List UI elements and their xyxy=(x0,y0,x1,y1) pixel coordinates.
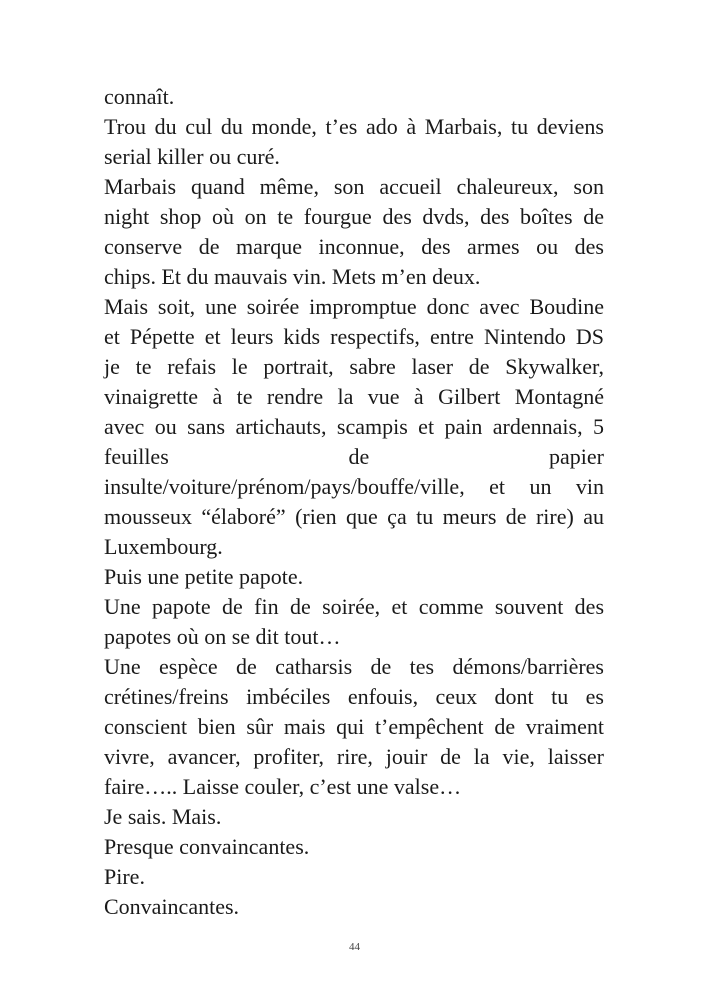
text-line: feuilles de papier xyxy=(104,444,604,469)
text-line: Trou du cul du monde, t’es ado à Marbais, tu deviens xyxy=(104,114,604,139)
text-line: faire….. Laisse couler, c’est une valse… xyxy=(104,774,462,799)
text-line: Convaincantes. xyxy=(104,894,240,919)
text-line: chips. Et du mauvais vin. Mets m’en deux. xyxy=(104,264,481,289)
text-line: crétines/freins imbéciles enfouis, ceux dont tu es xyxy=(104,684,604,709)
text-line: Une papote de fin de soirée, et comme souvent des xyxy=(104,594,604,619)
text-line: vinaigrette à te rendre la vue à Gilbert Montagné xyxy=(104,384,604,409)
text-line: connaît. xyxy=(104,84,175,109)
text-line: conscient bien sûr mais qui t’empêchent de vraiment xyxy=(104,714,604,739)
text-line: Marbais quand même, son accueil chaleureux, son xyxy=(104,174,604,199)
text-line: mousseux “élaboré” (rien que ça tu meurs de rire) au xyxy=(104,504,604,529)
text-line: Presque convaincantes. xyxy=(104,834,310,859)
text-line: Puis une petite papote. xyxy=(104,564,304,589)
text-line: papotes où on se dit tout… xyxy=(104,624,341,649)
text-line: et Pépette et leurs kids respectifs, entre Nintendo DS xyxy=(104,324,604,349)
text-line: Une espèce de catharsis de tes démons/barrières xyxy=(104,654,604,679)
text-line: insulte/voiture/prénom/pays/bouffe/ville, et un vin xyxy=(104,474,604,499)
text-line: serial killer ou curé. xyxy=(104,144,280,169)
text-line: conserve de marque inconnue, des armes ou des xyxy=(104,234,604,259)
text-line: avec ou sans artichauts, scampis et pain ardennais, 5 xyxy=(104,414,604,439)
text-line: Je sais. Mais. xyxy=(104,804,222,829)
text-line: Mais soit, une soirée impromptue donc avec Boudine xyxy=(104,294,604,319)
page-number: 44 xyxy=(349,941,360,953)
text-line: Luxembourg. xyxy=(104,534,223,559)
text-line: night shop où on te fourgue des dvds, des boîtes de xyxy=(104,204,604,229)
text-line: Pire. xyxy=(104,864,145,889)
body-text xyxy=(104,82,604,922)
text-line: vivre, avancer, profiter, rire, jouir de la vie, laisser xyxy=(104,744,604,769)
text-line: je te refais le portrait, sabre laser de Skywalker, xyxy=(104,354,604,379)
